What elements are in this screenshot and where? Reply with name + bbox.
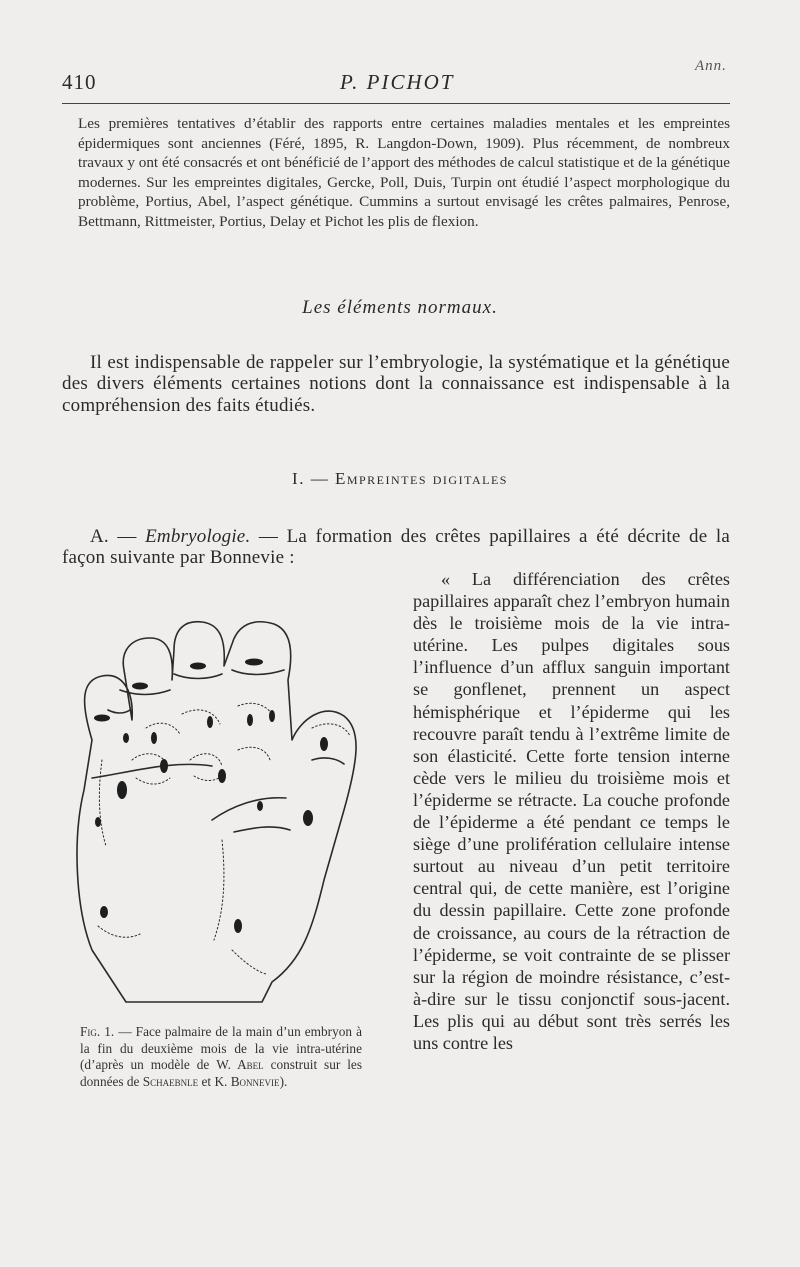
subsection-text: — La formation des crêtes papillaires a été décrite de la façon suivante par Bonnevie : xyxy=(62,526,730,569)
caption-text: — Face palmaire de la main d’un embryon à la fin du deuxième mois de la vie intra-utérine (d’après un modèle de xyxy=(80,1024,363,1073)
caption-name-bonnevie: K. Bonnevie xyxy=(214,1073,280,1089)
crease-thumb xyxy=(312,758,344,764)
caption-label: Fig. 1. xyxy=(80,1024,115,1039)
caption-text-2: construit sur les données de xyxy=(80,1057,363,1089)
chapter-heading xyxy=(0,469,800,489)
caption-name-schaebnle: Schaebnle xyxy=(142,1073,199,1089)
crease-index xyxy=(108,710,130,713)
section-title: Les éléments normaux. xyxy=(302,297,498,318)
subsection-label: A. — xyxy=(90,526,146,547)
hand-outline xyxy=(77,622,356,1002)
hand-drawing xyxy=(62,610,382,1020)
intro-paragraph: Les premières tentatives d’établir des rapports entre certaines maladies mentales et les empreintes épidermiques sont anciennes (Féré, 1895, R. Langdon-Down, 1909). Plus récemment, de nombreux travaux y ont été consacrés et ont bénéficié de l’apport des méthodes de calcul statistique et de la génétique modernes. Sur les empreintes digitales, Gercke, Poll, Duis, Turpin ont étudié l’aspect morphologique du problème, Portius, Abel, l’aspect génétique. Cummins a surtout envisagé les crêtes palmaires, Penrose, Bettmann, Rittmeister, Portius, Delay et Pichot les plis de flexion. xyxy=(78,115,730,230)
bonnevie-quote: « La différenciation des crêtes papillaires apparaît chez l’embryon humain dès le troisième mois de la vie intra-utérine. Les pulpes digitales sous l’influence d’un afflux sanguin important se gonflenet, prennent un aspect hémisphérique et l’épiderme qui les recouvre paraît tendu à l’extrême limite de son élasticité. Cette forte tension interne cède vers le milieu du troisième mois et l’épiderme se rétracte. La couche profonde de l’épiderme a été pendant ce temps le siège d’une prolifération cellulaire intense surtout au niveau d’un petit territoire central qui, de cette manière, est l’origine du dessin papillaire. Cette zone profonde de croissance, au cours de la rétraction de l’épiderme, se voit contrainte de se plisser sur la région de moindre résistance, c’est-à-dire sur le tissu conjonctif sous-jacent. Les plis qui au début sont très serrés les uns contre les xyxy=(413,569,730,1053)
chapter-numeral: I. — xyxy=(292,469,335,488)
caption-text-3: et xyxy=(198,1073,215,1089)
crease-ring xyxy=(174,674,222,679)
running-head: P. PICHOT xyxy=(340,70,455,94)
palm-crease-3 xyxy=(234,827,290,832)
subsection-paragraph xyxy=(62,526,730,569)
embryo-hand-figure xyxy=(62,610,382,1020)
palm-crease-2 xyxy=(212,798,286,820)
header-rule xyxy=(62,103,730,104)
chapter-title: Empreintes digitales xyxy=(334,469,508,488)
crease-little xyxy=(232,670,284,675)
page-number: 410 xyxy=(62,70,97,94)
corner-mark: Ann. xyxy=(695,58,727,74)
figure-caption xyxy=(80,1024,362,1090)
caption-name-abel: W. Abel xyxy=(216,1057,264,1073)
section-paragraph: Il est indispensable de rappeler sur l’embryologie, la systématique et la génétique des divers éléments certaines notions dont la connaissance est indispensable à la compréhension des faits étudiés. xyxy=(62,352,730,416)
subsection-title: Embryologie. xyxy=(145,526,251,547)
caption-end: ). xyxy=(279,1073,288,1089)
